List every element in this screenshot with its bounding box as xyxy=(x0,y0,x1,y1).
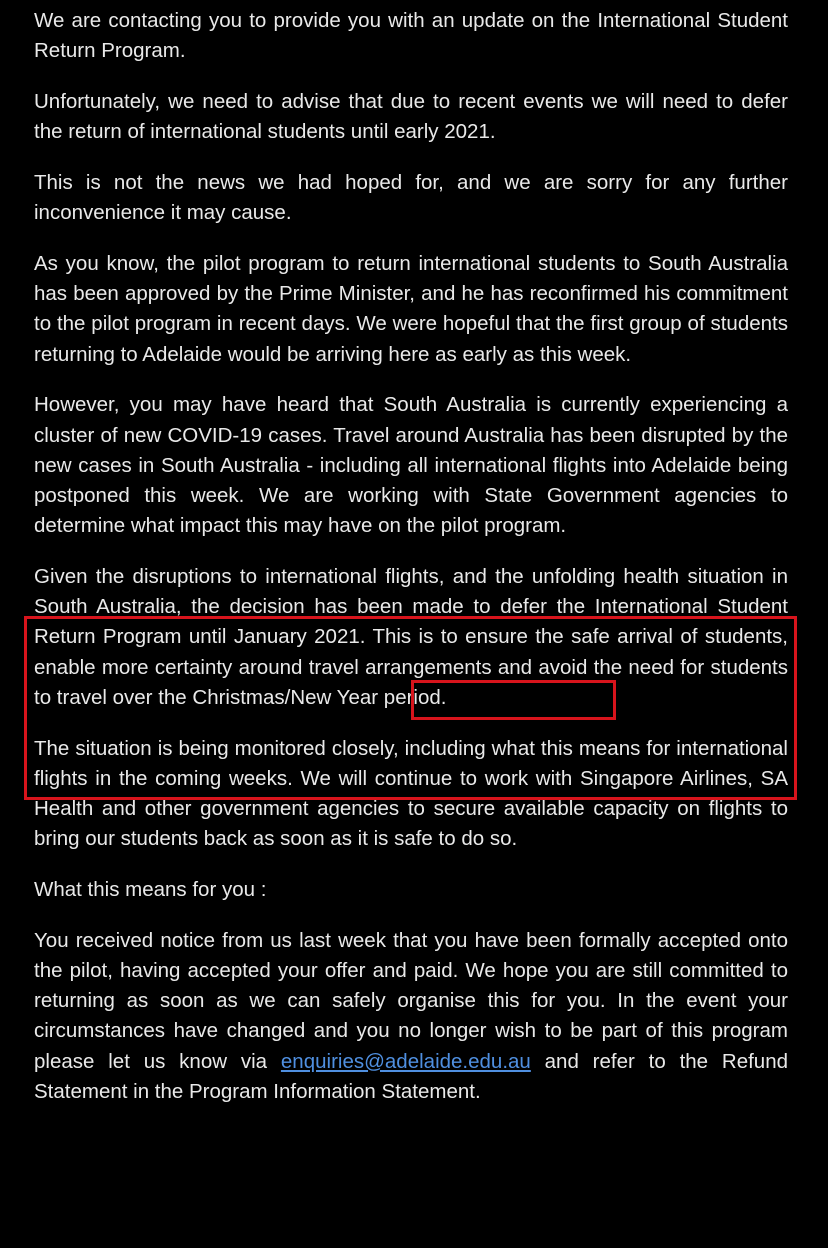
paragraph-intro: We are contacting you to provide you with an update on the International Student Return Program. xyxy=(34,9,788,63)
email-body xyxy=(34,6,788,1128)
paragraph-pilot-program: As you know, the pilot program to return international students to South Australia has been approved by the Prime Minister, and he has reconfirmed his commitment to the pilot program in recent days. We were hopeful that the first group of students returning to Adelaide would be arriving here as early as this week. xyxy=(34,252,788,366)
paragraph-what-this-means-heading: What this means for you : xyxy=(34,878,267,902)
paragraph-covid-cluster: However, you may have heard that South Australia is currently experiencing a cluster of new COVID-19 cases. Travel around Australia has been disrupted by the new cases in South Australia - including all international flights into Adelaide being postponed this week. We are working with State Government agencies to determine what impact this may have on the pilot program. xyxy=(34,393,788,538)
notice-text-before: You received notice from us last week that you have been formally accepted onto the pilot, having accepted your offer and paid. We hope you are still committed to returning as soon as we can safely organise this for you. In the event your circumstances have changed and you no longer wish to be part of this program please let us know via xyxy=(34,928,788,1073)
paragraph-decision-highlighted xyxy=(34,562,788,713)
notice-text-after: and refer to the Refund Statement in the Program Information Statement. xyxy=(34,1049,789,1103)
decision-text-before: Given the disruptions to international flights, and the unfolding health situation in South Australia, the decision has been made to defer the International Student Return Program xyxy=(34,565,788,649)
decision-text-after: This is to ensure the safe arrival of students, enable more certainty around travel arrangements and avoid the need for students to travel over the Christmas/New Year period. xyxy=(34,625,789,709)
highlighted-date-text: until January 2021. xyxy=(188,625,366,649)
enquiries-email-link[interactable]: enquiries@adelaide.edu.au xyxy=(280,1049,531,1073)
paragraph-deferral-notice: Unfortunately, we need to advise that due to recent events we will need to defer the return of international students until early 2021. xyxy=(34,90,788,144)
paragraph-apology: This is not the news we had hoped for, and we are sorry for any further inconvenience it may cause. xyxy=(34,171,788,225)
paragraph-notice-and-refund xyxy=(34,926,788,1107)
paragraph-monitoring: The situation is being monitored closely, including what this means for international flights in the coming weeks. We will continue to work with Singapore Airlines, SA Health and other government agencies to secure available capacity on flights to bring our students back as soon as it is safe to do so. xyxy=(34,736,788,851)
